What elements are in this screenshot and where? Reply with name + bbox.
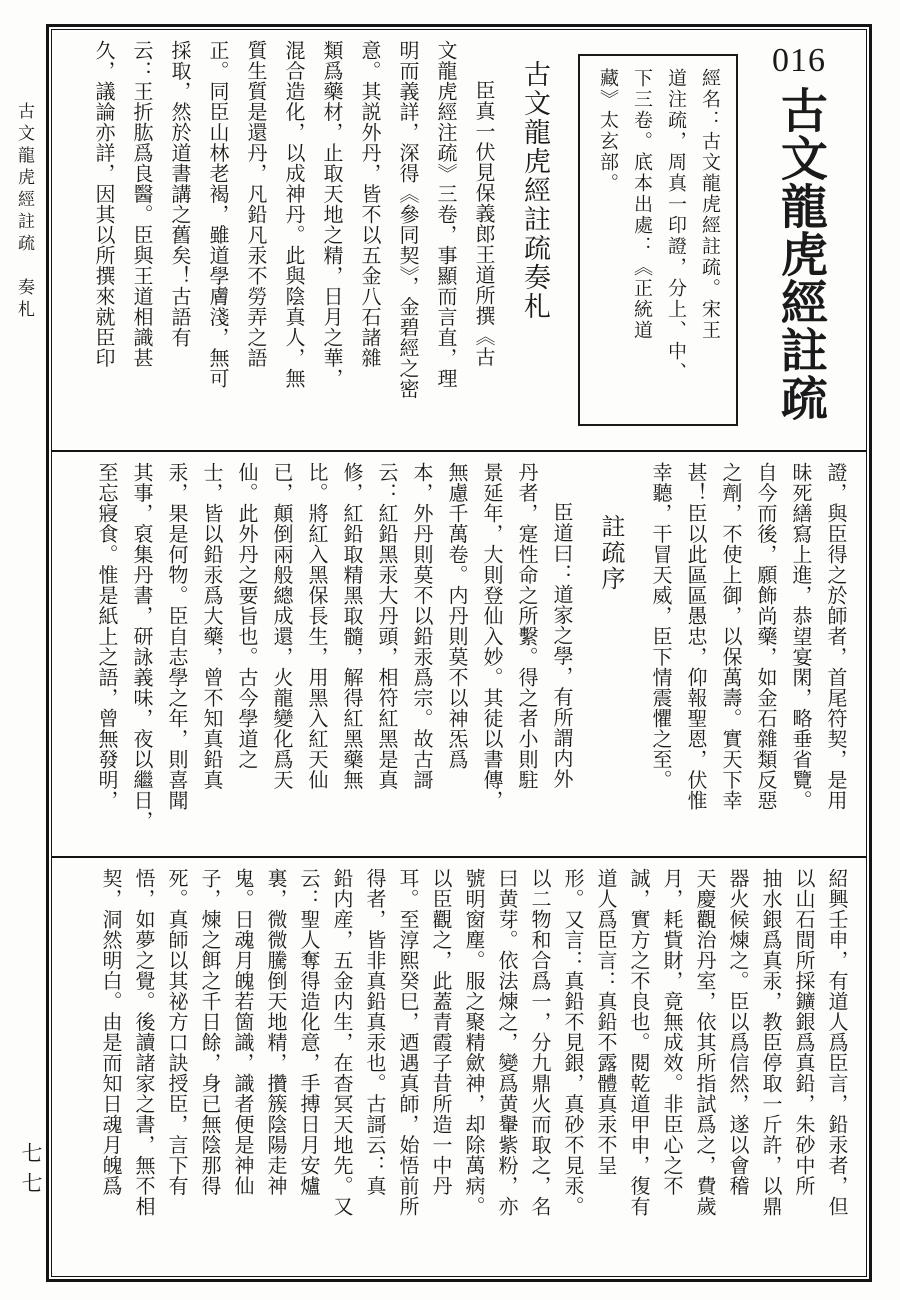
- text-column: 誠，實方之不良也。閱乾道甲申，復有: [627, 868, 649, 1217]
- text-column: 至忘寢食。惟是紙上之語，曾無發明，: [95, 462, 117, 811]
- folio-page-number: 七七: [19, 1142, 43, 1202]
- text-column: 本，外丹則莫不以鉛汞爲宗。故古謌: [410, 462, 432, 790]
- text-column: 無慮千萬卷。内丹則莫不以神炁爲: [445, 462, 467, 770]
- text-column: 云：王折肱爲良醫。臣與王道相識甚: [130, 40, 152, 368]
- scripture-note-box: [578, 54, 738, 426]
- spine-title: 古文龍虎經註疏 奏札: [15, 102, 34, 322]
- page-frame-inner: [51, 29, 867, 1277]
- text-column: 仙。此外丹之要旨也。古今學道之: [235, 462, 257, 770]
- text-column: 幸聽，干冒天威，臣下情震懼之至。: [649, 462, 671, 790]
- memorial-heading: 古文龍虎經註疏奏札: [520, 60, 550, 321]
- text-column: 天慶觀治丹室，依其所指試爲之，費歲: [693, 868, 715, 1217]
- text-column: 久，議論亦詳，因其以所撰來就臣印: [92, 40, 114, 368]
- text-column: 號明窗塵。服之聚精歛神，却除萬病。: [462, 868, 484, 1217]
- text-column: 道人爲臣言：真鉛不露體真汞不呈: [594, 868, 616, 1176]
- text-column: 契，洞然明白。由是而知日魂月魄爲: [99, 868, 121, 1196]
- page-frame: [46, 24, 872, 1282]
- text-column: 形。又言：真鉛不見銀，真砂不見汞。: [561, 868, 583, 1217]
- text-column: 混合造化，以成神丹。此與陰真人，無: [282, 40, 304, 389]
- note-column: 經名：古文龍虎經註疏。宋王: [699, 68, 720, 341]
- text-column: 抽水銀爲真汞，教臣停取一斤許，以鼎: [759, 868, 781, 1217]
- band-middle: [52, 452, 866, 856]
- text-column: 鉛内産，五金内生，在杳冥天地先。又: [330, 868, 352, 1217]
- page-title: 古文龍虎經註疏: [773, 86, 826, 422]
- text-column: 其事，裒集丹書，研詠義味，夜以繼日，: [130, 462, 152, 831]
- text-column: 臣道曰：道家之學，有所謂内外: [550, 502, 572, 789]
- text-column: 比。將紅入黑保長生，用黑入紅天仙: [305, 462, 327, 790]
- text-column: 紹興壬申，有道人爲臣言，鉛汞者，但: [825, 868, 847, 1217]
- text-column: 文龍虎經注疏》三卷，事顯而言直，理: [434, 40, 456, 389]
- text-column: 汞，果是何物。臣自志學之年，則喜聞: [165, 462, 187, 811]
- text-column: 以山石間所採鑛銀爲真鉛，朱砂中所: [792, 868, 814, 1196]
- text-column: 之劑，不使上御，以保萬壽。實天下幸: [719, 462, 741, 811]
- text-column: 證，與臣得之於師者，首尾符契，是用: [824, 462, 846, 811]
- text-column: 採取，然於道書講之舊矣！古語有: [168, 40, 190, 348]
- note-column: 藏》太玄部。: [597, 68, 618, 194]
- preface-heading: 註疏序: [597, 514, 623, 592]
- text-column: 死。真師以其祕方口訣授臣，言下有: [165, 868, 187, 1196]
- text-column: 質生質是還丹，凡鉛凡汞不勞弄之語: [244, 40, 266, 368]
- text-column: 已，顛倒兩般總成還，火龍變化爲天: [270, 462, 292, 790]
- text-column: 鬼。日魂月魄若箇識，識者便是神仙: [231, 868, 253, 1196]
- text-column: 景延年，大則登仙入妙。其徒以書傳，: [480, 462, 502, 811]
- text-column: 明而義詳，深得《參同契》，金碧經之密: [396, 40, 418, 399]
- text-column: 悟，如夢之覺。後讀諸家之書，無不相: [132, 868, 154, 1217]
- text-column: 以二物和合爲一，分九鼎火而取之，名: [528, 868, 550, 1217]
- text-column: 意。其説外丹，皆不以五金八石諸雜: [358, 40, 380, 368]
- text-column: 自今而後，願飾尚藥，如金石雜類反惡: [754, 462, 776, 811]
- band-bottom: [52, 858, 866, 1276]
- text-column: 云：紅鉛黑汞大丹頭，相符紅黑是真: [375, 462, 397, 790]
- volume-title-block: [746, 40, 852, 436]
- text-column: 得者，皆非真鉛真汞也。古謌云：真: [363, 868, 385, 1196]
- text-column: 子，煉之餌之千日餘，身已無陰那得: [198, 868, 220, 1196]
- serial-number: 016: [772, 42, 826, 79]
- text-column: 曰黄芽。依法煉之，變爲黄轝紫粉，亦: [495, 868, 517, 1217]
- text-column: 器火候煉之。臣以爲信然，遂以會稽: [726, 868, 748, 1196]
- text-column: 耳。至淳熙癸巳，迺遇真師，始悟前所: [396, 868, 418, 1217]
- text-column: 月，耗貲財，竟無成效。非臣心之不: [660, 868, 682, 1196]
- text-column: 云：聖人奪得造化意，手搏日月安爐: [297, 868, 319, 1196]
- text-column: 丹者，寔性命之所繫。得之者小則駐: [515, 462, 537, 790]
- text-column: 臣真一伏見保義郎王道所撰《古: [472, 80, 494, 367]
- text-column: 正。同臣山林老褐，雖道學膚淺，無可: [206, 40, 228, 389]
- text-column: 以臣觀之，此蓋青霞子昔所造一中丹: [429, 868, 451, 1196]
- text-column: 士，皆以鉛汞爲大藥，曾不知真鉛真: [200, 462, 222, 790]
- band-top: [52, 30, 866, 450]
- text-column: 裏，微微騰倒天地精，攢簇陰陽走神: [264, 868, 286, 1196]
- note-column: 道注疏，周真一印證，分上、中、: [665, 68, 686, 383]
- text-column: 昧死繕寫上進，恭望宴閑，略垂省覽。: [789, 462, 811, 811]
- text-column: 修，紅鉛取精黑取髓，解得紅黑藥無: [340, 462, 362, 790]
- note-column: 下三卷。底本出處：《正統道: [631, 68, 652, 341]
- text-column: 甚！臣以此區區愚忠，仰報聖恩，伏惟: [684, 462, 706, 811]
- text-column: 類爲藥材，止取天地之精，日月之華，: [320, 40, 342, 389]
